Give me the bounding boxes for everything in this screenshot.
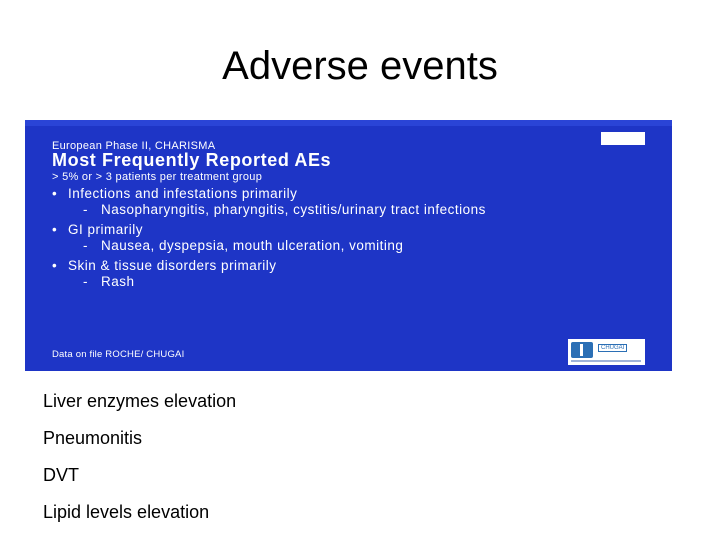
logo-mark-icon — [571, 342, 593, 358]
data-source-note: Data on file ROCHE/ CHUGAI — [52, 349, 185, 360]
list-item: Liver enzymes elevation — [43, 391, 237, 411]
ae-category — [52, 186, 297, 201]
dash-icon: - — [83, 238, 88, 253]
ae-detail — [83, 202, 486, 217]
ae-detail-text: Nasopharyngitis, pharyngitis, cystitis/urinary tract infections — [101, 202, 486, 217]
ae-category — [52, 222, 143, 237]
study-name: European Phase II, CHARISMA — [52, 140, 216, 152]
bullet-icon: • — [52, 222, 58, 237]
bullet-icon: • — [52, 186, 58, 201]
logo-divider — [571, 360, 641, 362]
slide-title: Adverse events — [222, 44, 498, 88]
top-band — [25, 120, 672, 126]
chugai-logo — [568, 339, 645, 365]
logo-text: CHUGAI — [598, 344, 627, 352]
embedded-slide-image — [25, 120, 672, 371]
dash-icon: - — [83, 202, 88, 217]
list-item: Pneumonitis — [43, 428, 143, 448]
white-tab — [601, 132, 645, 145]
list-item: DVT — [43, 465, 79, 485]
dash-icon: - — [83, 274, 88, 289]
bullet-icon: • — [52, 258, 58, 273]
inclusion-criteria: > 5% or > 3 patients per treatment group — [52, 171, 263, 183]
additional-ae-list — [43, 390, 236, 538]
ae-detail — [83, 274, 135, 289]
ae-detail-text: Rash — [101, 274, 135, 289]
ae-category-label: Skin & tissue disorders primarily — [68, 258, 277, 273]
ae-detail-text: Nausea, dyspepsia, mouth ulceration, vomiting — [101, 238, 404, 253]
panel-headline: Most Frequently Reported AEs — [52, 150, 332, 170]
ae-category-label: Infections and infestations primarily — [68, 186, 298, 201]
ae-category-label: GI primarily — [68, 222, 144, 237]
ae-category — [52, 258, 277, 273]
ae-detail — [83, 238, 403, 253]
list-item: Lipid levels elevation — [43, 502, 210, 522]
